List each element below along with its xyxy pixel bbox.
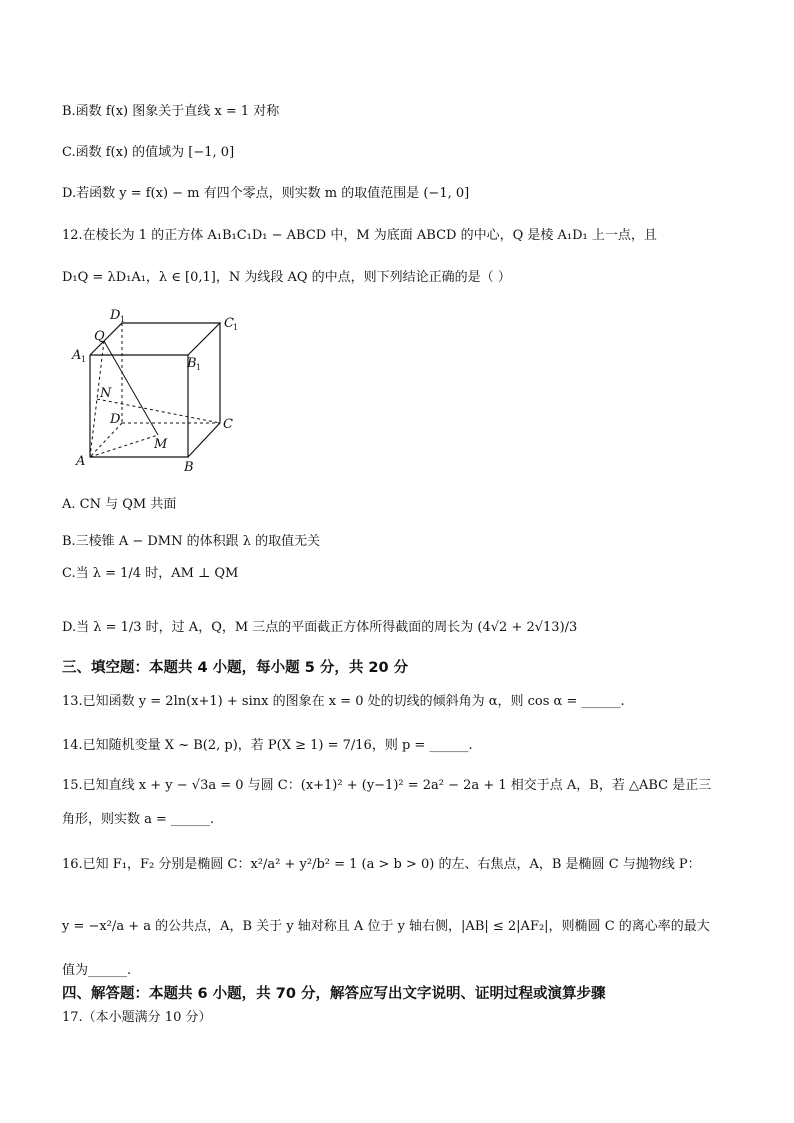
label-a1: A [72,348,82,363]
question-12-line-2: D₁Q = λD₁A₁，λ ∈ [0,1]，N 为线段 AQ 的中点，则下列结论正确的是（ ） [62,270,511,285]
label-d: D [110,412,121,427]
question-16-line-2: y = −x²/a + a 的公共点，A，B 关于 y 轴对称且 A 位于 y 轴右侧，|AB| ≤ 2|AF₂|，则椭圆 C 的离心率的最大 [62,919,710,934]
cube-diagram [70,305,250,475]
label-a: A [76,454,86,469]
q12-option-c: C.当 λ = 1/4 时，AM ⊥ QM [62,566,239,581]
label-c1: C [224,316,234,331]
question-15-line-2: 角形，则实数 a = ______. [62,812,215,827]
q12-option-d: D.当 λ = 1/3 时，过 A，Q，M 三点的平面截正方体所得截面的周长为 (4√2 + 2√13)/3 [62,620,578,635]
label-m: M [154,437,168,452]
section-heading-fill-in: 三、填空题：本题共 4 小题，每小题 5 分，共 20 分 [62,660,409,676]
question-16-line-3: 值为______. [62,963,132,978]
option-c-line: C.函数 f(x) 的值域为 [−1, 0] [62,145,235,160]
label-d1-sub: 1 [120,315,126,324]
option-b-line: B.函数 f(x) 图象关于直线 x = 1 对称 [62,104,280,119]
question-14: 14.已知随机变量 X ~ B(2, p)，若 P(X ≥ 1) = 7/16，则 p = ______. [62,738,473,753]
label-c: C [223,417,233,432]
label-b: B [184,460,194,475]
label-q: Q [94,329,105,344]
label-b1-sub: 1 [196,363,202,372]
label-a1-sub: 1 [81,355,87,364]
question-17-header: 17.（本小题满分 10 分） [62,1010,212,1025]
question-15-line-1: 15.已知直线 x + y − √3a = 0 与圆 C：(x+1)² + (y−1)² = 2a² − 2a + 1 相交于点 A，B，若 △ABC 是正三 [62,778,712,793]
section-heading-answer: 四、解答题：本题共 6 小题，共 70 分，解答应写出文字说明、证明过程或演算步骤 [62,986,606,1002]
cube-hidden-edge-da [90,423,122,457]
q12-option-b: B.三棱锥 A − DMN 的体积跟 λ 的取值无关 [62,534,321,549]
label-d1: D [110,308,121,323]
label-n: N [100,386,112,401]
option-d-line: D.若函数 y = f(x) − m 有四个零点，则实数 m 的取值范围是 (−1, 0] [62,186,470,201]
question-13: 13.已知函数 y = 2ln(x+1) + sinx 的图象在 x = 0 处的切线的倾斜角为 α，则 cos α = ______. [62,694,625,709]
question-12-line-1: 12.在棱长为 1 的正方体 A₁B₁C₁D₁ − ABCD 中，M 为底面 ABCD 的中心，Q 是棱 A₁D₁ 上一点，且 [62,228,657,243]
q12-option-a: A. CN 与 QM 共面 [62,497,177,512]
label-c1-sub: 1 [233,323,239,332]
cube-edge-cb [188,423,220,457]
label-b1: B [187,356,197,371]
question-16-line-1: 16.已知 F₁，F₂ 分别是椭圆 C：x²/a² + y²/b² = 1 (a > b > 0) 的左、右焦点，A，B 是椭圆 C 与抛物线 P： [62,857,701,872]
